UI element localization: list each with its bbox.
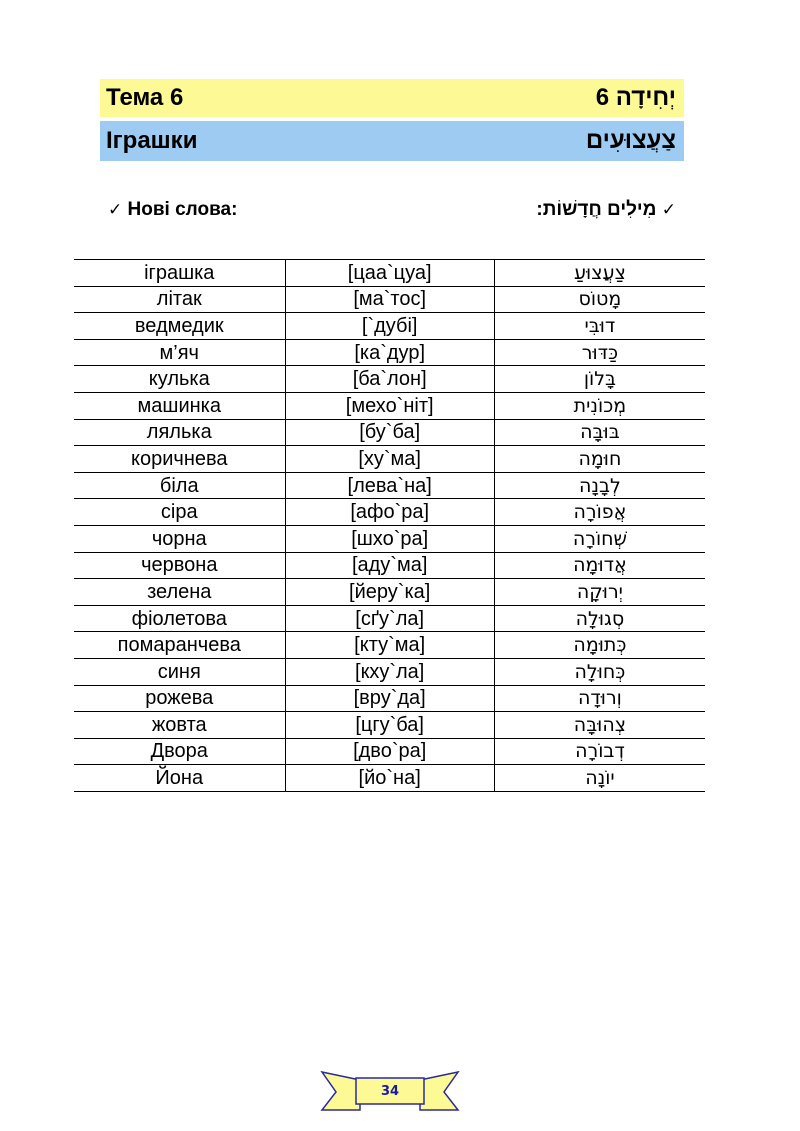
ukrainian-word: Йона [74,765,285,792]
hebrew-word: וְרוּדָה [494,685,705,712]
table-row [74,339,705,366]
table-row [74,738,705,765]
ukrainian-word: зелена [74,579,285,606]
table-row [74,366,705,393]
new-words-heading [108,199,676,221]
pronunciation: [аду`ма] [285,552,494,579]
ukrainian-word: коричнева [74,446,285,473]
hebrew-word: אֲדוּמָה [494,552,705,579]
pronunciation: [цгу`ба] [285,712,494,739]
pronunciation: [ба`лон] [285,366,494,393]
hebrew-word: לְבָנָה [494,472,705,499]
page-number: 34 [380,1084,400,1099]
pronunciation: [цаа`цуа] [285,260,494,287]
checkmark-icon: ✓ [661,200,676,220]
pronunciation: [дво`ра] [285,738,494,765]
hebrew-word: יוֹנָה [494,765,705,792]
ukrainian-word: ведмедик [74,313,285,340]
hebrew-word: מָטוֹס [494,286,705,313]
topic-band [100,79,684,117]
ukrainian-word: сіра [74,499,285,526]
page-title-hebrew: צַעֲצוּעִים [585,127,676,154]
table-row [74,658,705,685]
ukrainian-word: фіолетова [74,605,285,632]
pronunciation: [лева`на] [285,472,494,499]
hebrew-word: מְכוֹנִית [494,392,705,419]
pronunciation: [бу`ба] [285,419,494,446]
table-row [74,552,705,579]
table-row [74,446,705,473]
ukrainian-word: літак [74,286,285,313]
hebrew-word: שְׁחוֹרָה [494,525,705,552]
ukrainian-word: лялька [74,419,285,446]
pronunciation: [ху`ма] [285,446,494,473]
hebrew-word: דְבוֹרָה [494,738,705,765]
pronunciation: [вру`да] [285,685,494,712]
ukrainian-word: біла [74,472,285,499]
hebrew-word: חוּמָה [494,446,705,473]
table-row [74,419,705,446]
table-row [74,685,705,712]
table-row [74,286,705,313]
ukrainian-word: Двора [74,738,285,765]
table-row [74,472,705,499]
pronunciation: [мехо`ніт] [285,392,494,419]
hebrew-word: בּוּבָּה [494,419,705,446]
ukrainian-word: жовта [74,712,285,739]
table-row [74,260,705,287]
table-row [74,765,705,792]
vocabulary-table [74,259,705,792]
vocabulary-table-body [74,260,705,792]
ukrainian-word: машинка [74,392,285,419]
pronunciation: [ма`тос] [285,286,494,313]
pronunciation: [шхо`ра] [285,525,494,552]
ukrainian-word: іграшка [74,260,285,287]
table-row [74,632,705,659]
ukrainian-word: помаранчева [74,632,285,659]
pronunciation: [ка`дур] [285,339,494,366]
hebrew-word: צְהוּבָּה [494,712,705,739]
hebrew-word: אֲפוֹרָה [494,499,705,526]
pronunciation: [сґу`ла] [285,605,494,632]
ukrainian-word: м’яч [74,339,285,366]
table-row [74,313,705,340]
hebrew-word: סְגוּלָה [494,605,705,632]
new-words-text: Нові слова: [127,199,238,220]
ukrainian-word: рожева [74,685,285,712]
pronunciation: [йо`на] [285,765,494,792]
topic-label: Тема 6 [106,84,184,111]
table-row [74,712,705,739]
ukrainian-word: кулька [74,366,285,393]
table-row [74,579,705,606]
hebrew-word: צַעֲצוּעַ [494,260,705,287]
pronunciation: [афо`ра] [285,499,494,526]
ukrainian-word: синя [74,658,285,685]
ukrainian-word: чорна [74,525,285,552]
pronunciation: [`дубі] [285,313,494,340]
hebrew-word: יְרוּקָה [494,579,705,606]
table-row [74,499,705,526]
page-title: Іграшки [106,127,198,154]
table-row [74,605,705,632]
hebrew-word: כַּדּוּר [494,339,705,366]
hebrew-word: בָּלוֹן [494,366,705,393]
hebrew-word: דוּבִּי [494,313,705,340]
title-band [100,121,684,161]
checkmark-icon: ✓ [108,200,123,220]
topic-label-hebrew: יְחִידָה 6 [595,84,676,111]
pronunciation: [кту`ма] [285,632,494,659]
table-row [74,525,705,552]
new-words-text-hebrew: מִילִים חֲדָשׁוֹת: [536,199,657,220]
new-words-label [108,199,237,221]
ukrainian-word: червона [74,552,285,579]
pronunciation: [кху`ла] [285,658,494,685]
pronunciation: [йеру`ка] [285,579,494,606]
new-words-label-hebrew [536,199,676,221]
hebrew-word: כְּתוּמָה [494,632,705,659]
hebrew-word: כְּחוּלָה [494,658,705,685]
table-row [74,392,705,419]
